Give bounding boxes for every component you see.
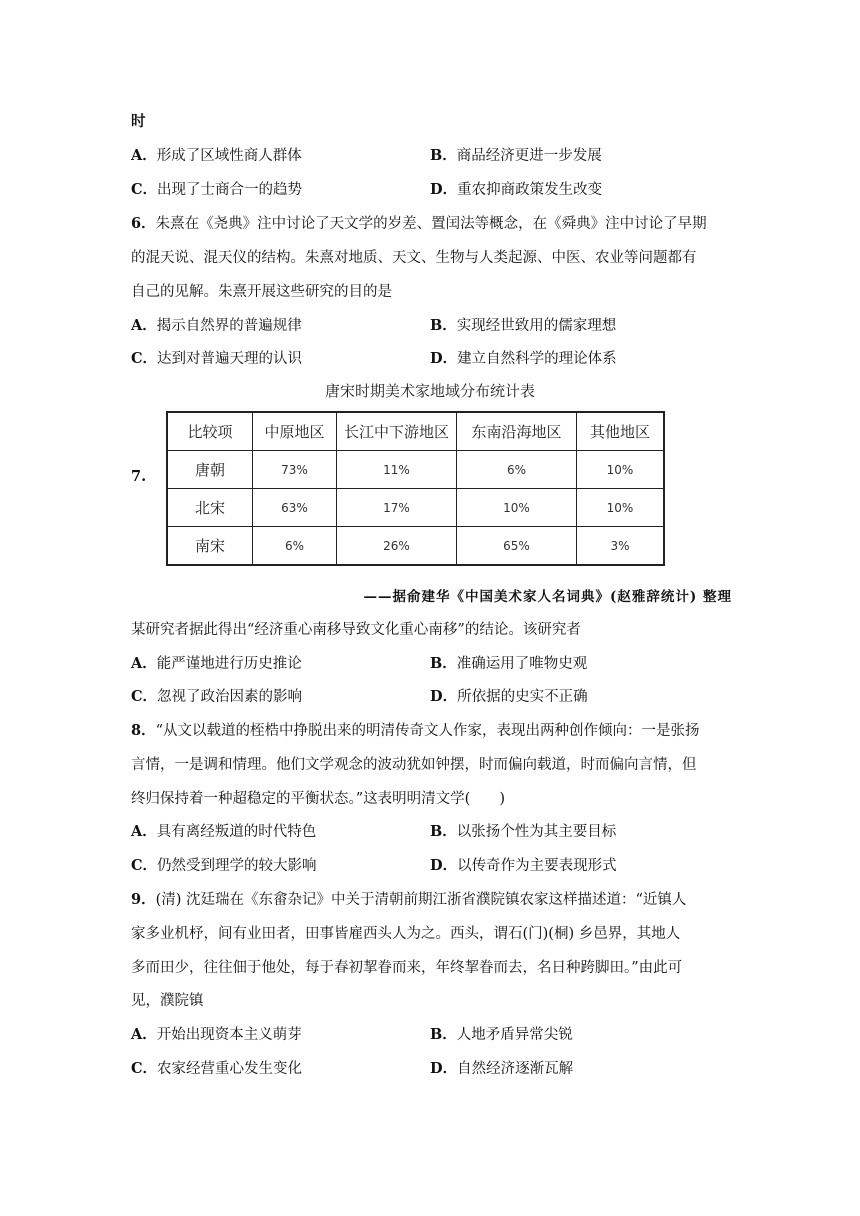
q6-option-b[interactable] [430,316,616,336]
table-header-cell: 比较项 [167,412,253,451]
option-text: 揭示自然界的普遍规律 [156,318,302,334]
option-letter: C． [131,181,158,198]
q7-table-title: 唐宋时期美术家地域分布统计表 [324,382,535,400]
option-text: 人地矛盾异常尖锐 [456,1027,573,1043]
q8-option-b[interactable] [430,822,616,842]
q6-stem-line-2: 的混天说、混天仪的结构。朱熹对地质、天文、生物与人类起源、中医、农业等问题都有 [131,250,697,266]
option-text: 商品经济更进一步发展 [456,148,602,164]
table-header-cell: 其他地区 [577,412,665,451]
q9-option-a[interactable] [131,1025,302,1045]
option-letter: B． [430,147,457,164]
table-cell: 11% [337,451,457,489]
q9-option-c[interactable] [131,1059,302,1079]
option-letter: B． [430,317,457,334]
table-header-cell: 长江中下游地区 [337,412,457,451]
q7-table-source: ——据俞建华《中国美术家人名词典》(赵雅辞统计) 整理 [363,589,732,605]
q8-option-d[interactable] [430,856,617,876]
q7-distribution-table [166,411,665,566]
question-number: 6． [131,215,156,232]
option-letter: D． [430,181,458,198]
q8-stem-line-3: 终归保持着一种超稳定的平衡状态。”这表明明清文学( ) [131,791,505,807]
q7-option-b[interactable] [430,654,587,674]
option-text: 出现了士商合一的趋势 [157,182,303,198]
question-text: (清) 沈廷瑞在《东畲杂记》中关于清朝前期江浙省濮院镇农家这样描述道：“近镇人 [155,892,687,908]
q9-option-d[interactable] [430,1059,573,1079]
option-text: 以传奇作为主要表现形式 [457,858,617,874]
q5-stem-tail: 时 [131,113,146,130]
table-cell: 6% [457,451,577,489]
table-row-label: 唐朝 [167,451,253,489]
option-letter: A． [131,317,157,334]
option-text: 具有离经叛道的时代特色 [156,824,317,840]
q7-option-c[interactable] [131,687,302,707]
q6-option-d[interactable] [430,349,617,369]
table-header-row [167,412,664,451]
table-cell: 10% [577,451,665,489]
q5-option-d[interactable] [430,180,602,200]
option-letter: D． [430,688,458,705]
q9-stem-line-4: 见，濮院镇 [131,993,204,1009]
option-letter: D． [430,1060,458,1077]
question-number: 9． [131,891,156,908]
q5-option-c[interactable] [131,180,302,200]
option-text: 所依据的史实不正确 [457,689,588,705]
option-letter: B． [430,1026,457,1043]
option-letter: D． [430,350,458,367]
table-cell: 65% [457,527,577,566]
table-cell: 10% [577,489,665,527]
q7-number: 7. [131,468,147,485]
q8-stem-line-1 [131,721,700,741]
option-text: 建立自然科学的理论体系 [457,351,617,367]
q6-option-a[interactable] [131,316,302,336]
question-number: 8． [131,722,156,739]
table-row [167,489,664,527]
q9-stem-line-1 [131,890,686,910]
option-letter: B． [430,823,457,840]
option-text: 实现经世致用的儒家理想 [456,318,617,334]
q6-stem-line-1 [131,214,707,234]
option-letter: A． [131,823,157,840]
option-letter: A． [131,655,157,672]
q7-stem: 某研究者据此得出“经济重心南移导致文化重心南移”的结论。该研究者 [131,622,581,638]
table-cell: 3% [577,527,665,566]
option-text: 重农抑商政策发生改变 [457,182,603,198]
table-cell: 63% [253,489,337,527]
table-row-label: 北宋 [167,489,253,527]
q6-stem-line-3: 自己的见解。朱熹开展这些研究的目的是 [131,284,392,300]
q5-option-a[interactable] [131,146,302,166]
q8-stem-line-2: 言情，一是调和情理。他们文学观念的波动犹如钟摆，时而偏向载道，时而偏向言情，但 [131,757,697,773]
q9-stem-line-2: 家多业机杼，间有业田者，田事皆雇西头人为之。西头，谓石(门)(桐) 乡邑界，其地人 [131,926,681,942]
q9-option-b[interactable] [430,1025,573,1045]
option-letter: A． [131,147,157,164]
option-letter: C． [131,1060,158,1077]
q7-option-a[interactable] [131,654,302,674]
option-text: 仍然受到理学的较大影响 [157,858,317,874]
option-letter: C． [131,857,158,874]
q8-option-c[interactable] [131,856,317,876]
table-cell: 26% [337,527,457,566]
table-cell: 10% [457,489,577,527]
table-header-cell: 中原地区 [253,412,337,451]
question-text: 朱熹在《尧典》注中讨论了天文学的岁差、置闰法等概念，在《舜典》注中讨论了早期 [155,216,707,232]
option-text: 自然经济逐渐瓦解 [457,1061,574,1077]
table-cell: 6% [253,527,337,566]
option-text: 忽视了政治因素的影响 [157,689,303,705]
table-cell: 73% [253,451,337,489]
option-letter: C． [131,688,158,705]
option-text: 形成了区域性商人群体 [156,148,302,164]
option-text: 开始出现资本主义萌芽 [156,1027,302,1043]
q7-option-d[interactable] [430,687,588,707]
option-text: 准确运用了唯物史观 [456,656,588,672]
table-row [167,451,664,489]
table-row [167,527,664,566]
option-letter: C． [131,350,158,367]
option-text: 能严谨地进行历史推论 [156,656,302,672]
option-letter: A． [131,1026,157,1043]
q8-option-a[interactable] [131,822,316,842]
option-letter: D． [430,857,458,874]
table-row-label: 南宋 [167,527,253,566]
q6-option-c[interactable] [131,349,302,369]
option-text: 达到对普遍天理的认识 [157,351,303,367]
option-text: 农家经营重心发生变化 [157,1061,303,1077]
table-header-cell: 东南沿海地区 [457,412,577,451]
option-text: 以张扬个性为其主要目标 [456,824,617,840]
question-text: “从文以载道的桎梏中挣脱出来的明清传奇文人作家，表现出两种创作倾向：一是张扬 [155,723,700,739]
q5-option-b[interactable] [430,146,602,166]
q9-stem-line-3: 多而田少，往往佃于他处，每于春初挈眷而来，年终挈眷而去，名日种跨脚田。”由此可 [131,960,683,976]
table-cell: 17% [337,489,457,527]
option-letter: B． [430,655,457,672]
